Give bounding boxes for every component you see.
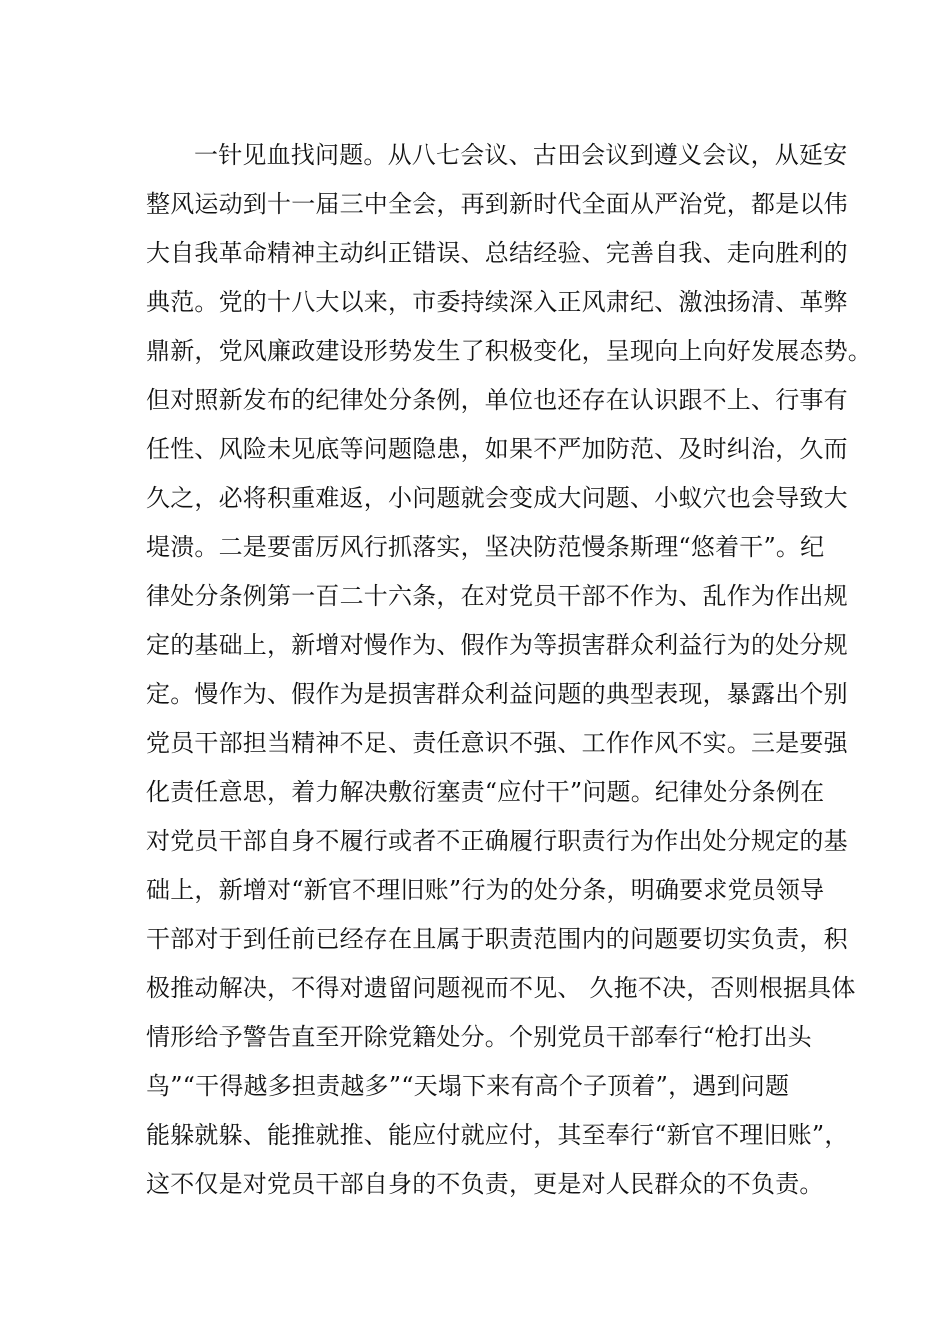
- text-line: 鸟”“干得越多担责越多”“天塌下来有高个子顶着”，遇到问题: [146, 1072, 790, 1100]
- text-line: 久之，必将积重难返，小问题就会变成大问题、小蚁穴也会导致大: [146, 484, 848, 512]
- text-line: 对党员干部自身不履行或者不正确履行职责行为作出处分规定的基: [146, 827, 848, 855]
- text-line: 础上，新增对“新官不理旧账”行为的处分条，明确要求党员领导: [146, 876, 825, 904]
- text-line: 定。慢作为、假作为是损害群众利益问题的典型表现，暴露出个别: [146, 680, 848, 708]
- text-line: 党员干部担当精神不足、责任意识不强、工作作风不实。三是要强: [146, 729, 848, 757]
- text-line: 整风运动到十一届三中全会，再到新时代全面从严治党，都是以伟: [146, 190, 848, 218]
- text-line: 定的基础上，新增对慢作为、假作为等损害群众利益行为的处分规: [146, 631, 848, 659]
- text-line: 化责任意思，着力解决敷衍塞责“应付干”问题。纪律处分条例在: [146, 778, 825, 806]
- text-line: 情形给予警告直至开除党籍处分。个别党员干部奉行“枪打出头: [146, 1023, 812, 1051]
- text-line: 干部对于到任前已经存在且属于职责范围内的问题要切实负责，积: [146, 925, 848, 953]
- text-line: 堤溃。二是要雷厉风行抓落实，坚决防范慢条斯理“悠着干”。纪: [146, 533, 825, 561]
- body-paragraph: [146, 131, 872, 1209]
- text-line: 典范。党的十八大以来，市委持续深入正风肃纪、激浊扬清、革弊: [146, 288, 848, 316]
- text-line: 任性、风险未见底等问题隐患，如果不严加防范、及时纠治，久而: [146, 435, 848, 463]
- text-line: 能躲就躲、能推就推、能应付就应付，其至奉行“新官不理旧账”，: [146, 1121, 849, 1149]
- text-line: 但对照新发布的纪律处分条例，单位也还存在认识跟不上、行事有: [146, 386, 848, 414]
- text-line: 鼎新，党风廉政建设形势发生了积极变化，呈现向上向好发展态势。: [146, 337, 872, 365]
- text-line: 律处分条例第一百二十六条，在对党员干部不作为、乱作为作出规: [146, 582, 848, 610]
- text-line: 极推动解决，不得对遗留问题视而不见、 久拖不决，否则根据具体: [146, 974, 856, 1002]
- text-line: 一针见血找问题。从八七会议、古田会议到遵义会议，从延安: [194, 141, 848, 169]
- text-line: 这不仅是对党员干部自身的不负责，更是对人民群众的不负责。: [146, 1170, 824, 1198]
- text-line: 大自我革命精神主动纠正错误、总结经验、完善自我、走向胜利的: [146, 239, 848, 267]
